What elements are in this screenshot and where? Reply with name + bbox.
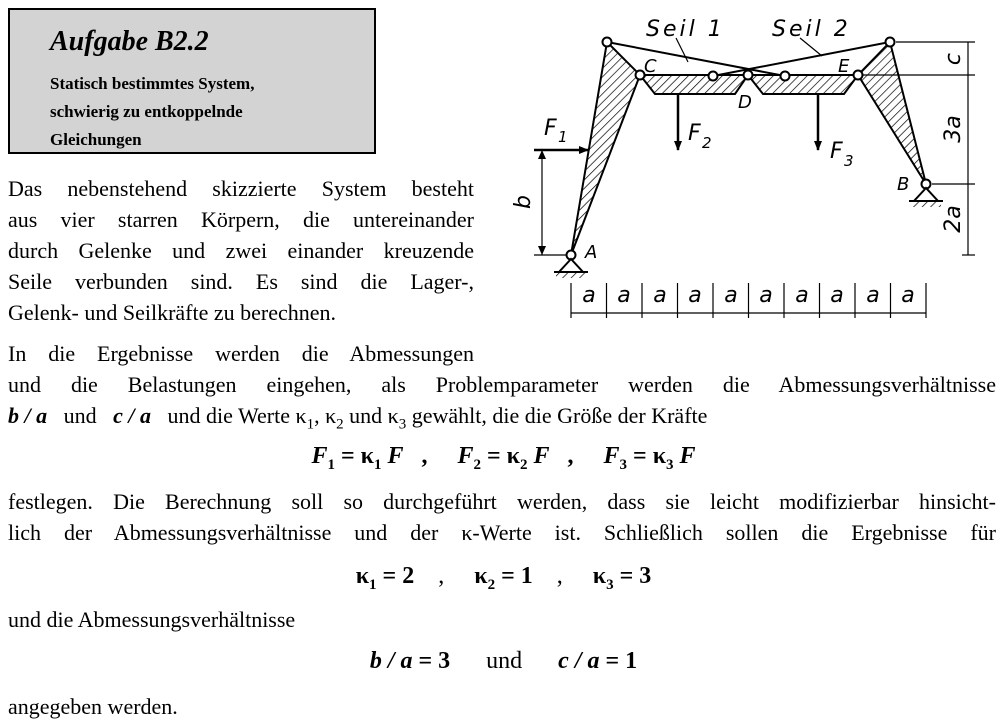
label-E: E: [838, 56, 850, 77]
joint-E: [854, 71, 863, 80]
right-body: [858, 42, 926, 184]
subtitle-line: schwierig zu entkoppelnde: [50, 102, 243, 121]
dimension-b: [534, 150, 566, 255]
equation-kappa: $\kappa_1 = 2$ , $\kappa_2 = 1$ , $\kappa_3 = 3$: [355, 563, 652, 593]
label-A: A: [585, 242, 598, 263]
dim-a-label: a: [795, 283, 809, 308]
label-B: B: [897, 174, 910, 195]
subscript: 2: [336, 416, 344, 433]
label-F3-sub: 3: [844, 152, 854, 170]
label-D: D: [738, 92, 752, 113]
joint-top-left: [603, 38, 612, 47]
word-und: und: [486, 648, 523, 674]
dim-a-label: a: [653, 283, 667, 308]
word-und: und: [63, 403, 97, 428]
eq-part: = κ: [481, 443, 520, 469]
eq-ratio: c / a: [558, 648, 600, 674]
eq-symbol: F: [457, 443, 474, 469]
subtitle-line: Gleichungen: [50, 130, 142, 149]
intro-line: durch Gelenke und zwei einander kreuzende: [8, 238, 474, 263]
eq-part: = κ: [334, 443, 374, 469]
eq-part: = 1: [495, 563, 533, 589]
label-F2: F: [688, 121, 701, 146]
intro-line: Seile verbunden sind. Es sind die Lager-,: [8, 269, 474, 294]
eq-symbol: F: [673, 443, 696, 469]
label-F3: F: [830, 139, 843, 164]
eq-symbol: κ: [474, 563, 488, 589]
ratio-b-a: b / a: [8, 403, 48, 428]
support-B: [909, 188, 943, 207]
middle-body-left: [640, 75, 748, 94]
eq-part: = 3: [613, 563, 652, 589]
rope-anchor-left: [709, 72, 718, 81]
left-body: [571, 42, 640, 255]
eq-sep: ,: [549, 443, 604, 469]
joint-top-right: [886, 38, 895, 47]
intro-line: aus vier starren Körpern, die untereinander: [8, 207, 474, 232]
eq-part: = 1: [599, 648, 638, 674]
dim-a-label: a: [617, 283, 631, 308]
dim-a-label: a: [582, 283, 596, 308]
eq-part: = 2: [376, 563, 415, 589]
text-fragment: gewählt, die die Größe der Kräfte: [406, 403, 708, 428]
paragraph3-line1: festlegen. Die Berechnung soll so durchgeführt werden, dass sie leicht modifizierbar hinsicht-: [8, 489, 996, 514]
paragraph4: und die Abmessungsverhältnisse: [8, 607, 296, 632]
support-A: [554, 259, 588, 278]
paragraph2-line1: In die Ergebnisse werden die Abmessungen: [8, 341, 474, 366]
paragraph2-line2: und die Belastungen eingehen, als Problemparameter werden die Abmessungsverhältnisse: [8, 372, 996, 397]
subtitle-line: Statisch bestimmtes System,: [50, 74, 255, 93]
label-seil2: Seil 2: [772, 17, 851, 42]
middle-body-right: [748, 75, 858, 94]
intro-line: Das nebenstehend skizzierte System besteht: [8, 176, 474, 201]
intro-line: Gelenk- und Seilkräfte zu berechnen.: [8, 300, 337, 325]
label-C: C: [644, 56, 657, 77]
dim-a-label: a: [759, 283, 773, 308]
dim-a-label: a: [688, 283, 702, 308]
dim-a-label: a: [830, 283, 844, 308]
task-title: Aufgabe B2.2: [50, 26, 209, 57]
eq-sep: ,: [532, 563, 593, 589]
eq-ratio: b / a: [369, 648, 413, 674]
label-b: b: [511, 195, 536, 209]
label-F2-sub: 2: [702, 134, 712, 152]
forces: [534, 94, 818, 150]
text-fragment: und die Werte κ: [167, 403, 307, 428]
label-F1-sub: 1: [558, 128, 568, 146]
eq-sep: ,: [414, 563, 475, 589]
subscript: 3: [398, 416, 407, 433]
eq-part: = 3: [412, 648, 451, 674]
eq-symbol: F: [311, 443, 328, 469]
ratio-c-a: c / a: [113, 403, 152, 428]
closing-line: angegeben werden.: [8, 694, 178, 719]
text-fragment: und κ: [343, 403, 399, 428]
paragraph3-line2: lich der Abmessungsverhältnisse und der κ-Werte ist. Schließlich sollen die Ergebnisse für: [8, 520, 996, 545]
dim-a-label: a: [901, 283, 915, 308]
label-3a: 3a: [941, 115, 966, 143]
label-c: c: [941, 52, 966, 66]
eq-sep: ,: [403, 443, 458, 469]
label-seil1: Seil 1: [646, 17, 725, 42]
eq-symbol: F: [527, 443, 550, 469]
subscript: 1: [306, 416, 315, 433]
dim-a-label: a: [866, 283, 880, 308]
dim-a-label: a: [724, 283, 738, 308]
eq-part: = κ: [627, 443, 667, 469]
label-2a: 2a: [941, 205, 966, 233]
joint-D: [744, 71, 753, 80]
eq-symbol: F: [381, 443, 404, 469]
text-fragment: , κ: [314, 403, 337, 428]
eq-symbol: F: [603, 443, 620, 469]
eq-symbol: κ: [355, 563, 370, 589]
label-F1: F: [544, 116, 557, 141]
eq-symbol: κ: [592, 563, 607, 589]
equation-forces: $F_1 = \kappa_1$ F , $F_2 = \kappa_2$ F , $F_3 = \kappa_3$ F: [311, 443, 696, 473]
rope-anchor-right: [781, 72, 790, 81]
